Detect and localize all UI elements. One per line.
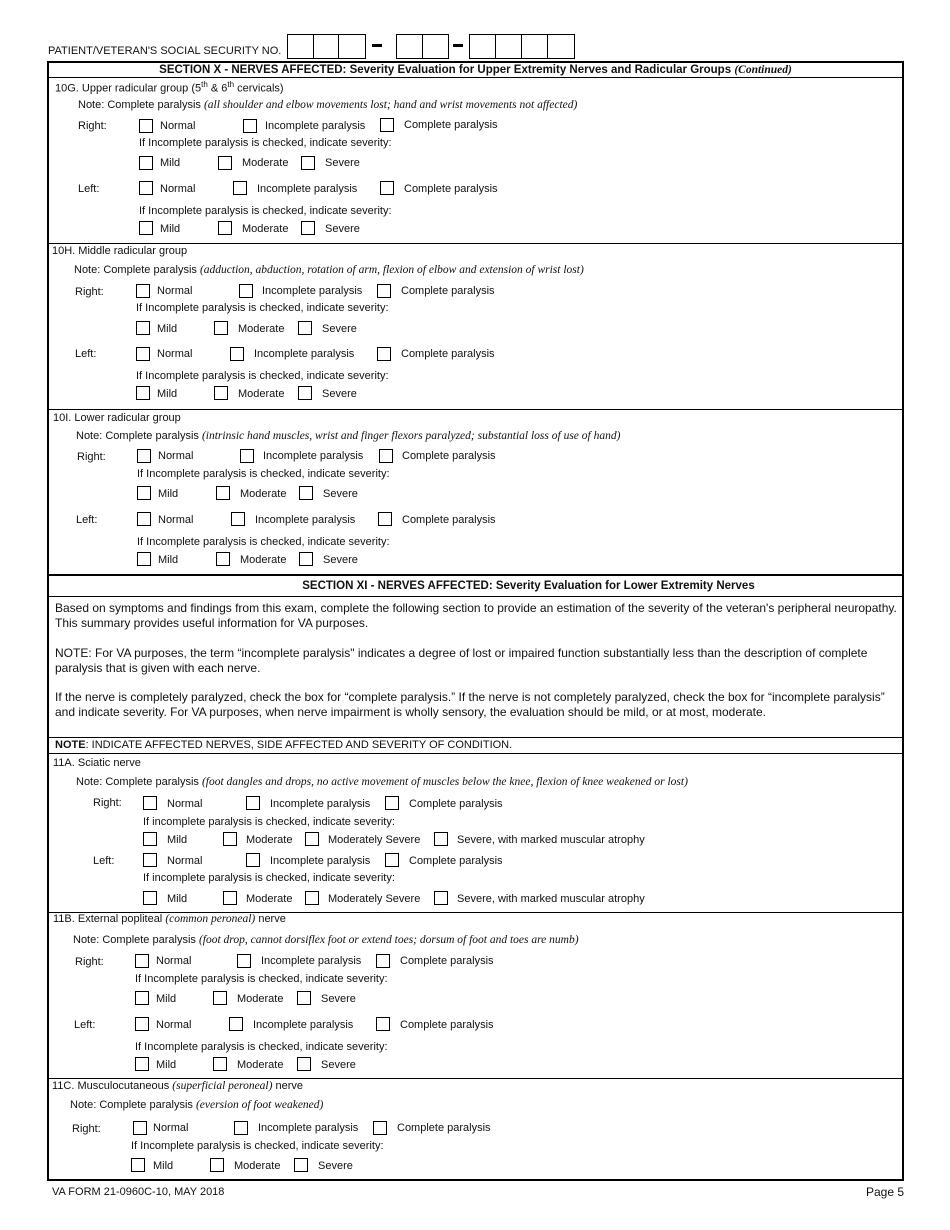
complete-label: Complete paralysis xyxy=(402,514,496,526)
severity-instruction: If Incomplete paralysis is checked, indicate severity: xyxy=(139,137,392,149)
moderate-label: Moderate xyxy=(238,388,285,400)
divider xyxy=(47,1078,904,1079)
item-10h-title: 10H. Middle radicular group xyxy=(52,245,188,257)
section-divider xyxy=(47,574,904,576)
11b-left-normal-checkbox[interactable] xyxy=(135,1017,149,1031)
mild-label: Mild xyxy=(157,388,178,400)
severity-instruction: If Incomplete paralysis is checked, indicate severity: xyxy=(135,973,388,985)
complete-label: Complete paralysis xyxy=(400,1019,494,1031)
11b-left-mild-checkbox[interactable] xyxy=(135,1057,149,1071)
incomplete-label: Incomplete paralysis xyxy=(263,450,364,462)
10g-right-complete-checkbox[interactable] xyxy=(380,118,394,132)
complete-label: Complete paralysis xyxy=(401,285,495,297)
11b-left-incomplete-checkbox[interactable] xyxy=(229,1017,243,1031)
incomplete-label: Incomplete paralysis xyxy=(258,1122,359,1134)
incomplete-label: Incomplete paralysis xyxy=(262,285,363,297)
incomplete-label: Incomplete paralysis xyxy=(254,348,355,360)
10g-right-normal-checkbox[interactable] xyxy=(139,119,153,133)
moderately-severe-label: Moderately Severe xyxy=(328,834,421,846)
11b-left-complete-checkbox[interactable] xyxy=(376,1017,390,1031)
11b-right-severe-checkbox[interactable] xyxy=(297,991,311,1005)
mild-label: Mild xyxy=(156,1059,177,1071)
mild-label: Mild xyxy=(167,834,188,846)
severity-instruction: If Incomplete paralysis is checked, indicate severity: xyxy=(136,370,389,382)
normal-label: Normal xyxy=(158,450,194,462)
severe-label: Severe xyxy=(325,157,360,169)
moderate-label: Moderate xyxy=(240,554,287,566)
section-xi-note: NOTE: For VA purposes, the term “incomplete paralysis" indicates a degree of lost or impaired function substantially less than the description of complete paralysis that is given with each nerve. xyxy=(55,646,868,675)
10h-right-normal-checkbox[interactable] xyxy=(136,284,150,298)
severe-label: Severe xyxy=(325,223,360,235)
severe-label: Severe xyxy=(318,1160,353,1172)
severe-label: Severe xyxy=(323,554,358,566)
10i-left-moderate-checkbox[interactable] xyxy=(216,552,230,566)
ssn-field-part3[interactable] xyxy=(469,34,575,59)
ssn-dash xyxy=(372,44,382,47)
incomplete-label: Incomplete paralysis xyxy=(270,798,371,810)
moderate-label: Moderate xyxy=(238,323,285,335)
item-10g-title: 10G. Upper radicular group (5th & 6th cervicals) xyxy=(55,80,284,95)
ssn-field-part1[interactable] xyxy=(287,34,366,59)
11b-right-incomplete-checkbox[interactable] xyxy=(237,954,251,968)
11a-right-complete-checkbox[interactable] xyxy=(385,796,399,810)
complete-label: Complete paralysis xyxy=(404,119,498,131)
10h-left-mild-checkbox[interactable] xyxy=(136,386,150,400)
moderate-label: Moderate xyxy=(242,157,289,169)
incomplete-label: Incomplete paralysis xyxy=(261,955,362,967)
10h-left-incomplete-checkbox[interactable] xyxy=(230,347,244,361)
10h-left-moderate-checkbox[interactable] xyxy=(214,386,228,400)
10i-left-severe-checkbox[interactable] xyxy=(299,552,313,566)
complete-label: Complete paralysis xyxy=(409,855,503,867)
normal-label: Normal xyxy=(160,120,196,132)
11a-left-moderately-severe-checkbox[interactable] xyxy=(305,891,319,905)
10i-right-complete-checkbox[interactable] xyxy=(379,449,393,463)
complete-label: Complete paralysis xyxy=(397,1122,491,1134)
right-label: Right: xyxy=(77,451,106,463)
11c-right-moderate-checkbox[interactable] xyxy=(210,1158,224,1172)
left-label: Left: xyxy=(75,348,97,360)
10g-left-incomplete-checkbox[interactable] xyxy=(233,181,247,195)
11a-right-moderately-severe-checkbox[interactable] xyxy=(305,832,319,846)
11a-right-mild-checkbox[interactable] xyxy=(143,832,157,846)
moderate-label: Moderate xyxy=(240,488,287,500)
11a-left-severe-atrophy-checkbox[interactable] xyxy=(434,891,448,905)
11a-right-moderate-checkbox[interactable] xyxy=(223,832,237,846)
right-label: Right: xyxy=(78,120,107,132)
severe-label: Severe xyxy=(321,1059,356,1071)
affected-nerves-note: NOTE: INDICATE AFFECTED NERVES, SIDE AFFECTED AND SEVERITY OF CONDITION. xyxy=(55,739,513,751)
normal-label: Normal xyxy=(153,1122,189,1134)
11a-right-severe-atrophy-checkbox[interactable] xyxy=(434,832,448,846)
section-xi-instructions: If the nerve is completely paralyzed, check the box for “complete paralysis.” If the nerve is not completely paralyzed, check the box for “incomplete paralysis” and indicate severity. For VA purposes, when nerve impairment is wholly sensory, the evaluation should be mild, or at most, moderate. xyxy=(55,690,885,719)
severe-label: Severe xyxy=(323,488,358,500)
incomplete-label: Incomplete paralysis xyxy=(265,120,366,132)
incomplete-label: Incomplete paralysis xyxy=(270,855,371,867)
severe-atrophy-label: Severe, with marked muscular atrophy xyxy=(457,893,645,905)
10g-left-severe-checkbox[interactable] xyxy=(301,221,315,235)
right-label: Right: xyxy=(75,286,104,298)
ssn-dash xyxy=(453,44,463,47)
incomplete-label: Incomplete paralysis xyxy=(257,183,358,195)
normal-label: Normal xyxy=(167,798,203,810)
right-label: Right: xyxy=(93,797,122,809)
10h-right-severe-checkbox[interactable] xyxy=(298,321,312,335)
11a-left-normal-checkbox[interactable] xyxy=(143,853,157,867)
divider xyxy=(47,409,904,410)
item-11c-note: Note: Complete paralysis (eversion of foot weakened) xyxy=(70,1099,324,1111)
11c-right-severe-checkbox[interactable] xyxy=(294,1158,308,1172)
right-label: Right: xyxy=(72,1123,101,1135)
10h-right-moderate-checkbox[interactable] xyxy=(214,321,228,335)
section-x-title: SECTION X - NERVES AFFECTED: Severity Evaluation for Upper Extremity Nerves and Radicular Groups (Continued) xyxy=(159,64,792,76)
right-label: Right: xyxy=(75,956,104,968)
11c-right-incomplete-checkbox[interactable] xyxy=(234,1121,248,1135)
normal-label: Normal xyxy=(160,183,196,195)
mild-label: Mild xyxy=(158,554,179,566)
form-number: VA FORM 21-0960C-10, MAY 2018 xyxy=(52,1186,225,1198)
11a-left-moderate-checkbox[interactable] xyxy=(223,891,237,905)
10i-left-complete-checkbox[interactable] xyxy=(378,512,392,526)
item-11a-note: Note: Complete paralysis (foot dangles and drops, no active movement of muscles below the knee, flexion of knee weakened or lost) xyxy=(76,776,688,788)
normal-label: Normal xyxy=(158,514,194,526)
moderate-label: Moderate xyxy=(246,893,293,905)
page-number: Page 5 xyxy=(866,1185,905,1199)
10h-right-complete-checkbox[interactable] xyxy=(377,284,391,298)
11b-right-mild-checkbox[interactable] xyxy=(135,991,149,1005)
divider xyxy=(47,753,904,754)
divider xyxy=(47,596,904,597)
severity-instruction: If incomplete paralysis is checked, indicate severity: xyxy=(143,816,395,828)
item-10i-note: Note: Complete paralysis (intrinsic hand muscles, wrist and finger flexors paralyzed; substantial loss of use of hand) xyxy=(76,430,621,442)
10g-left-complete-checkbox[interactable] xyxy=(380,181,394,195)
10i-right-normal-checkbox[interactable] xyxy=(137,449,151,463)
mild-label: Mild xyxy=(156,993,177,1005)
normal-label: Normal xyxy=(167,855,203,867)
ssn-field-part2[interactable] xyxy=(396,34,449,59)
severity-instruction: If Incomplete paralysis is checked, indicate severity: xyxy=(139,205,392,217)
severity-instruction: If Incomplete paralysis is checked, indicate severity: xyxy=(137,468,390,480)
complete-label: Complete paralysis xyxy=(400,955,494,967)
severity-instruction: If Incomplete paralysis is checked, indicate severity: xyxy=(135,1041,388,1053)
left-label: Left: xyxy=(78,183,100,195)
11b-left-moderate-checkbox[interactable] xyxy=(213,1057,227,1071)
item-11c-title: 11C. Musculocutaneous (superficial peroneal) nerve xyxy=(52,1080,304,1092)
11b-right-complete-checkbox[interactable] xyxy=(376,954,390,968)
incomplete-label: Incomplete paralysis xyxy=(255,514,356,526)
mild-label: Mild xyxy=(167,893,188,905)
severity-instruction: If Incomplete paralysis is checked, indicate severity: xyxy=(136,302,389,314)
10g-right-moderate-checkbox[interactable] xyxy=(218,156,232,170)
severity-instruction: If Incomplete paralysis is checked, indicate severity: xyxy=(137,536,390,548)
11a-right-normal-checkbox[interactable] xyxy=(143,796,157,810)
11b-right-normal-checkbox[interactable] xyxy=(135,954,149,968)
divider xyxy=(47,77,904,78)
moderate-label: Moderate xyxy=(234,1160,281,1172)
severe-label: Severe xyxy=(322,388,357,400)
left-label: Left: xyxy=(76,514,98,526)
11a-left-incomplete-checkbox[interactable] xyxy=(246,853,260,867)
10g-left-moderate-checkbox[interactable] xyxy=(218,221,232,235)
mild-label: Mild xyxy=(160,157,181,169)
11c-right-complete-checkbox[interactable] xyxy=(373,1121,387,1135)
moderately-severe-label: Moderately Severe xyxy=(328,893,421,905)
item-10h-note: Note: Complete paralysis (adduction, abduction, rotation of arm, flexion of elbow and extension of wrist lost) xyxy=(74,264,584,276)
mild-label: Mild xyxy=(157,323,178,335)
ssn-label: PATIENT/VETERAN'S SOCIAL SECURITY NO. xyxy=(48,45,282,57)
10i-right-severe-checkbox[interactable] xyxy=(299,486,313,500)
normal-label: Normal xyxy=(157,348,193,360)
10i-left-mild-checkbox[interactable] xyxy=(137,552,151,566)
complete-label: Complete paralysis xyxy=(404,183,498,195)
10h-left-severe-checkbox[interactable] xyxy=(298,386,312,400)
mild-label: Mild xyxy=(158,488,179,500)
item-11b-note: Note: Complete paralysis (foot drop, cannot dorsiflex foot or extend toes; dorsum of foot and toes are numb) xyxy=(73,934,579,946)
11c-right-normal-checkbox[interactable] xyxy=(133,1121,147,1135)
divider xyxy=(47,243,904,244)
10g-left-mild-checkbox[interactable] xyxy=(139,221,153,235)
normal-label: Normal xyxy=(156,955,192,967)
10i-left-incomplete-checkbox[interactable] xyxy=(231,512,245,526)
10h-right-incomplete-checkbox[interactable] xyxy=(239,284,253,298)
mild-label: Mild xyxy=(160,223,181,235)
severity-instruction: If Incomplete paralysis is checked, indicate severity: xyxy=(131,1140,384,1152)
normal-label: Normal xyxy=(156,1019,192,1031)
severe-atrophy-label: Severe, with marked muscular atrophy xyxy=(457,834,645,846)
severe-label: Severe xyxy=(322,323,357,335)
10g-left-normal-checkbox[interactable] xyxy=(139,181,153,195)
11c-right-mild-checkbox[interactable] xyxy=(131,1158,145,1172)
10i-right-moderate-checkbox[interactable] xyxy=(216,486,230,500)
mild-label: Mild xyxy=(153,1160,174,1172)
moderate-label: Moderate xyxy=(242,223,289,235)
divider xyxy=(47,737,904,738)
severity-instruction: If incomplete paralysis is checked, indicate severity: xyxy=(143,872,395,884)
section-xi-title: SECTION XI - NERVES AFFECTED: Severity Evaluation for Lower Extremity Nerves xyxy=(302,580,755,592)
item-10g-note: Note: Complete paralysis (all shoulder and elbow movements lost; hand and wrist movements not affected) xyxy=(78,99,578,111)
10i-right-mild-checkbox[interactable] xyxy=(137,486,151,500)
11a-left-mild-checkbox[interactable] xyxy=(143,891,157,905)
severe-label: Severe xyxy=(321,993,356,1005)
10h-left-normal-checkbox[interactable] xyxy=(136,347,150,361)
10h-right-mild-checkbox[interactable] xyxy=(136,321,150,335)
10g-right-mild-checkbox[interactable] xyxy=(139,156,153,170)
11b-right-moderate-checkbox[interactable] xyxy=(213,991,227,1005)
10g-right-incomplete-checkbox[interactable] xyxy=(243,119,257,133)
10i-left-normal-checkbox[interactable] xyxy=(137,512,151,526)
moderate-label: Moderate xyxy=(246,834,293,846)
incomplete-label: Incomplete paralysis xyxy=(253,1019,354,1031)
left-label: Left: xyxy=(74,1019,96,1031)
10h-left-complete-checkbox[interactable] xyxy=(377,347,391,361)
complete-label: Complete paralysis xyxy=(402,450,496,462)
moderate-label: Moderate xyxy=(237,1059,284,1071)
complete-label: Complete paralysis xyxy=(401,348,495,360)
section-xi-intro: Based on symptoms and findings from this exam, complete the following section to provide an estimation of the severity of the veteran's peripheral neuropathy. This summary provides useful information for VA purposes. xyxy=(55,601,897,630)
10g-right-severe-checkbox[interactable] xyxy=(301,156,315,170)
moderate-label: Moderate xyxy=(237,993,284,1005)
left-label: Left: xyxy=(93,855,115,867)
11a-right-incomplete-checkbox[interactable] xyxy=(246,796,260,810)
item-10i-title: 10I. Lower radicular group xyxy=(53,412,181,424)
item-11a-title: 11A. Sciatic nerve xyxy=(53,757,141,769)
10i-right-incomplete-checkbox[interactable] xyxy=(240,449,254,463)
item-11b-title: 11B. External popliteal (common peroneal) nerve xyxy=(53,913,286,925)
complete-label: Complete paralysis xyxy=(409,798,503,810)
11a-left-complete-checkbox[interactable] xyxy=(385,853,399,867)
normal-label: Normal xyxy=(157,285,193,297)
11b-left-severe-checkbox[interactable] xyxy=(297,1057,311,1071)
